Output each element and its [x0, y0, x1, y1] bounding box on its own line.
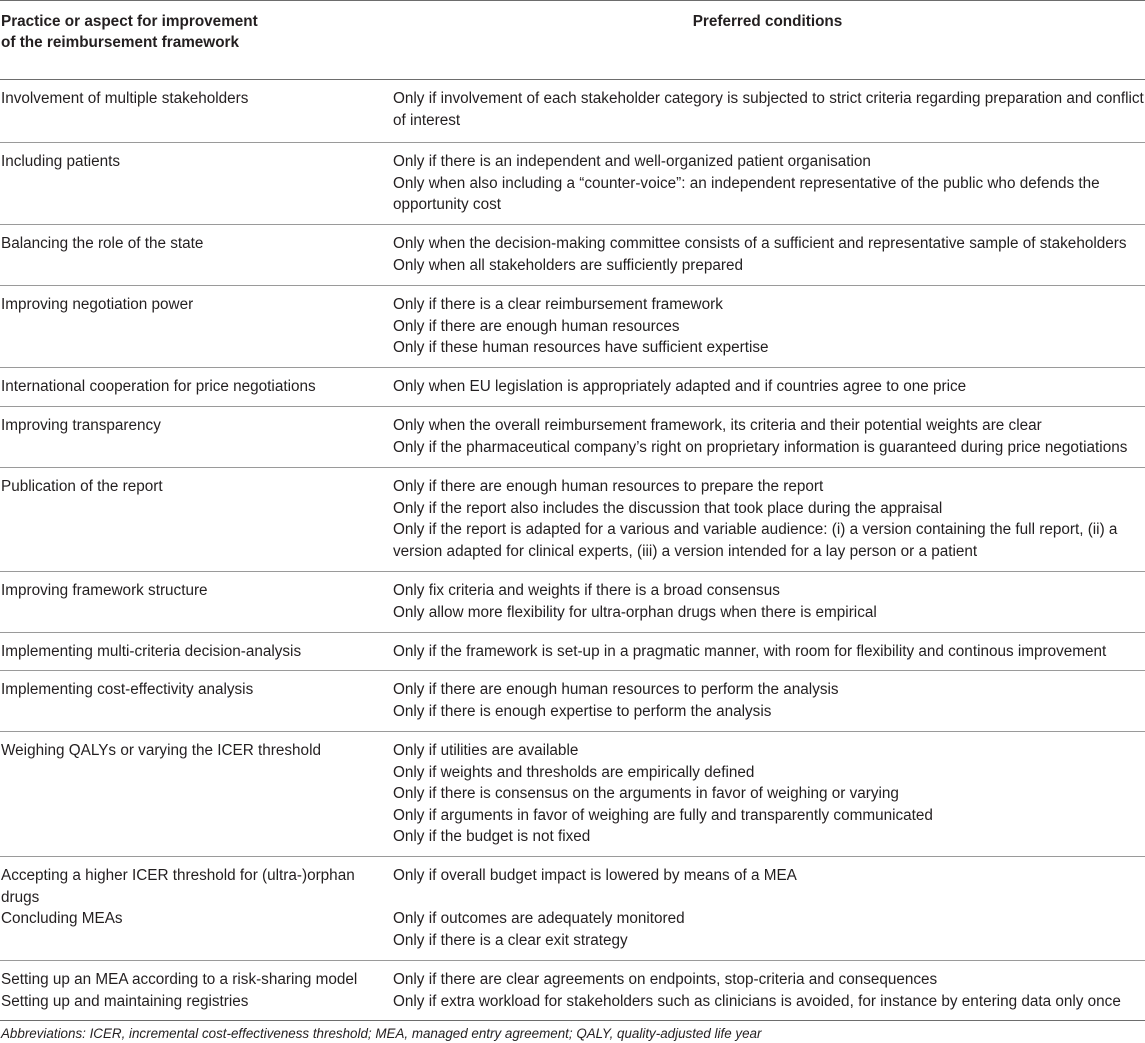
aspect-text: Weighing QALYs or varying the ICER threshold — [1, 742, 321, 759]
aspect-text: Implementing cost-effectivity analysis — [1, 681, 254, 698]
table-footnote: Abbreviations: ICER, incremental cost-effectiveness threshold; MEA, managed entry agreement; QALY, quality-adjusted life year — [1, 1026, 762, 1041]
aspect-text: Accepting a higher ICER threshold for (ultra-)orphan drugs — [1, 867, 355, 906]
aspect-text: Including patients — [1, 153, 121, 170]
aspect-cell — [1, 233, 376, 255]
conditions-cell — [393, 969, 1145, 1012]
table-row — [0, 468, 1145, 572]
conditions-cell — [393, 233, 1145, 276]
table-row — [0, 857, 1145, 961]
aspect-cell — [1, 969, 376, 1012]
aspect-text: Publication of the report — [1, 478, 163, 495]
aspect-text: Involvement of multiple stakeholders — [1, 90, 249, 107]
aspect-text: Improving negotiation power — [1, 296, 194, 313]
aspect-cell — [1, 641, 376, 663]
condition-text: Only if the report also includes the discussion that took place during the appraisal — [393, 499, 943, 517]
aspect-cell — [1, 415, 376, 437]
table-row — [0, 368, 1145, 407]
conditions-cell — [393, 865, 1145, 951]
aspect-text: Balancing the role of the state — [1, 235, 204, 252]
conditions-cell — [393, 88, 1145, 131]
aspect-text: Implementing multi-criteria decision-analysis — [1, 643, 302, 660]
condition-text: Only if weights and thresholds are empirically defined — [393, 763, 755, 781]
aspect-cell — [1, 476, 376, 498]
conditions-cell — [393, 376, 1145, 398]
table-row — [0, 633, 1145, 671]
conditions-cell — [393, 415, 1145, 458]
table-row — [0, 407, 1145, 468]
condition-text: Only fix criteria and weights if there is a broad consensus — [393, 582, 780, 599]
condition-text: Only if there is enough expertise to perform the analysis — [393, 702, 772, 720]
conditions-cell — [393, 679, 1145, 722]
condition-text: Only if the budget is not fixed — [393, 828, 591, 845]
aspect-cell — [1, 679, 376, 701]
condition-text: Only allow more flexibility for ultra-orphan drugs when there is empirical — [393, 603, 877, 621]
conditions-cell — [393, 151, 1145, 216]
table-row — [0, 671, 1145, 732]
aspect-cell — [1, 740, 376, 762]
aspect-text: Concluding MEAs — [1, 910, 123, 927]
table-row — [0, 225, 1145, 286]
condition-text: Only if the framework is set-up in a pragmatic manner, with room for flexibility and continous improvement — [393, 643, 1107, 660]
condition-text: Only if outcomes are adequately monitored — [393, 910, 685, 927]
aspect-cell — [1, 294, 376, 316]
condition-text: Only when the decision-making committee consists of a sufficient and representative sample of stakeholders — [393, 235, 1127, 252]
table-row — [0, 80, 1145, 143]
condition-text: Only if extra workload for stakeholders such as clinicians is avoided, for instance by entering data only once — [393, 992, 1121, 1010]
table-row — [0, 286, 1145, 368]
column-header-aspect: Practice or aspect for improvement of the reimbursement framework — [1, 13, 258, 51]
aspect-text: Improving framework structure — [1, 582, 208, 599]
table-header — [0, 1, 1145, 80]
condition-text: Only if there are enough human resources — [393, 317, 680, 335]
aspect-text: Setting up and maintaining registries — [1, 992, 249, 1010]
conditions-cell — [393, 641, 1145, 663]
condition-text: Only if these human resources have sufficient expertise — [393, 339, 769, 356]
aspect-cell — [1, 580, 376, 602]
conditions-cell — [393, 580, 1145, 623]
condition-text: Only if there are clear agreements on endpoints, stop-criteria and consequences — [393, 971, 938, 988]
condition-text: Only if utilities are available — [393, 742, 579, 759]
condition-text: Only when all stakeholders are sufficiently prepared — [393, 256, 744, 274]
condition-text: Only if there is consensus on the arguments in favor of weighing or varying — [393, 785, 899, 802]
aspect-cell — [1, 88, 376, 110]
conditions-cell — [393, 294, 1145, 359]
aspect-cell — [1, 376, 376, 398]
condition-text: Only if arguments in favor of weighing are fully and transparently communicated — [393, 806, 933, 824]
table-row — [0, 572, 1145, 633]
condition-text: Only when EU legislation is appropriately adapted and if countries agree to one price — [393, 378, 967, 395]
condition-text: Only when the overall reimbursement framework, its criteria and their potential weights are clear — [393, 417, 1042, 434]
condition-text: Only if there are enough human resources to perform the analysis — [393, 681, 839, 698]
aspect-cell — [1, 151, 376, 173]
table-row — [0, 143, 1145, 225]
condition-text: Only when also including a “counter-voice”: an independent representative of the public who defends the opportunity cost — [393, 174, 1100, 213]
column-header-conditions: Preferred conditions — [692, 13, 843, 30]
condition-text: Only if the report is adapted for a various and variable audience: (i) a version containing the full report, (ii) a version adapted for clinical experts, (iii) a version intended for a lay person or a patient — [393, 521, 1118, 560]
aspect-text: Setting up an MEA according to a risk-sharing model — [1, 971, 358, 988]
condition-spacer — [393, 887, 1145, 909]
conditions-cell — [393, 740, 1145, 848]
condition-text: Only if the pharmaceutical company’s right on proprietary information is guaranteed during price negotiations — [393, 438, 1128, 456]
condition-text: Only if overall budget impact is lowered by means of a MEA — [393, 867, 797, 884]
table-row — [0, 961, 1145, 1021]
aspect-text: Improving transparency — [1, 417, 161, 434]
table-row — [0, 732, 1145, 857]
condition-text: Only if there is an independent and well-organized patient organisation — [393, 153, 871, 170]
aspect-cell — [1, 865, 366, 930]
aspect-text: International cooperation for price negotiations — [1, 378, 316, 395]
condition-text: Only if there is a clear exit strategy — [393, 931, 628, 949]
condition-text: Only if there is a clear reimbursement framework — [393, 296, 723, 313]
condition-text: Only if there are enough human resources to prepare the report — [393, 478, 824, 495]
condition-text: Only if involvement of each stakeholder category is subjected to strict criteria regarding preparation and conflict of interest — [393, 90, 1144, 129]
conditions-cell — [393, 476, 1145, 562]
